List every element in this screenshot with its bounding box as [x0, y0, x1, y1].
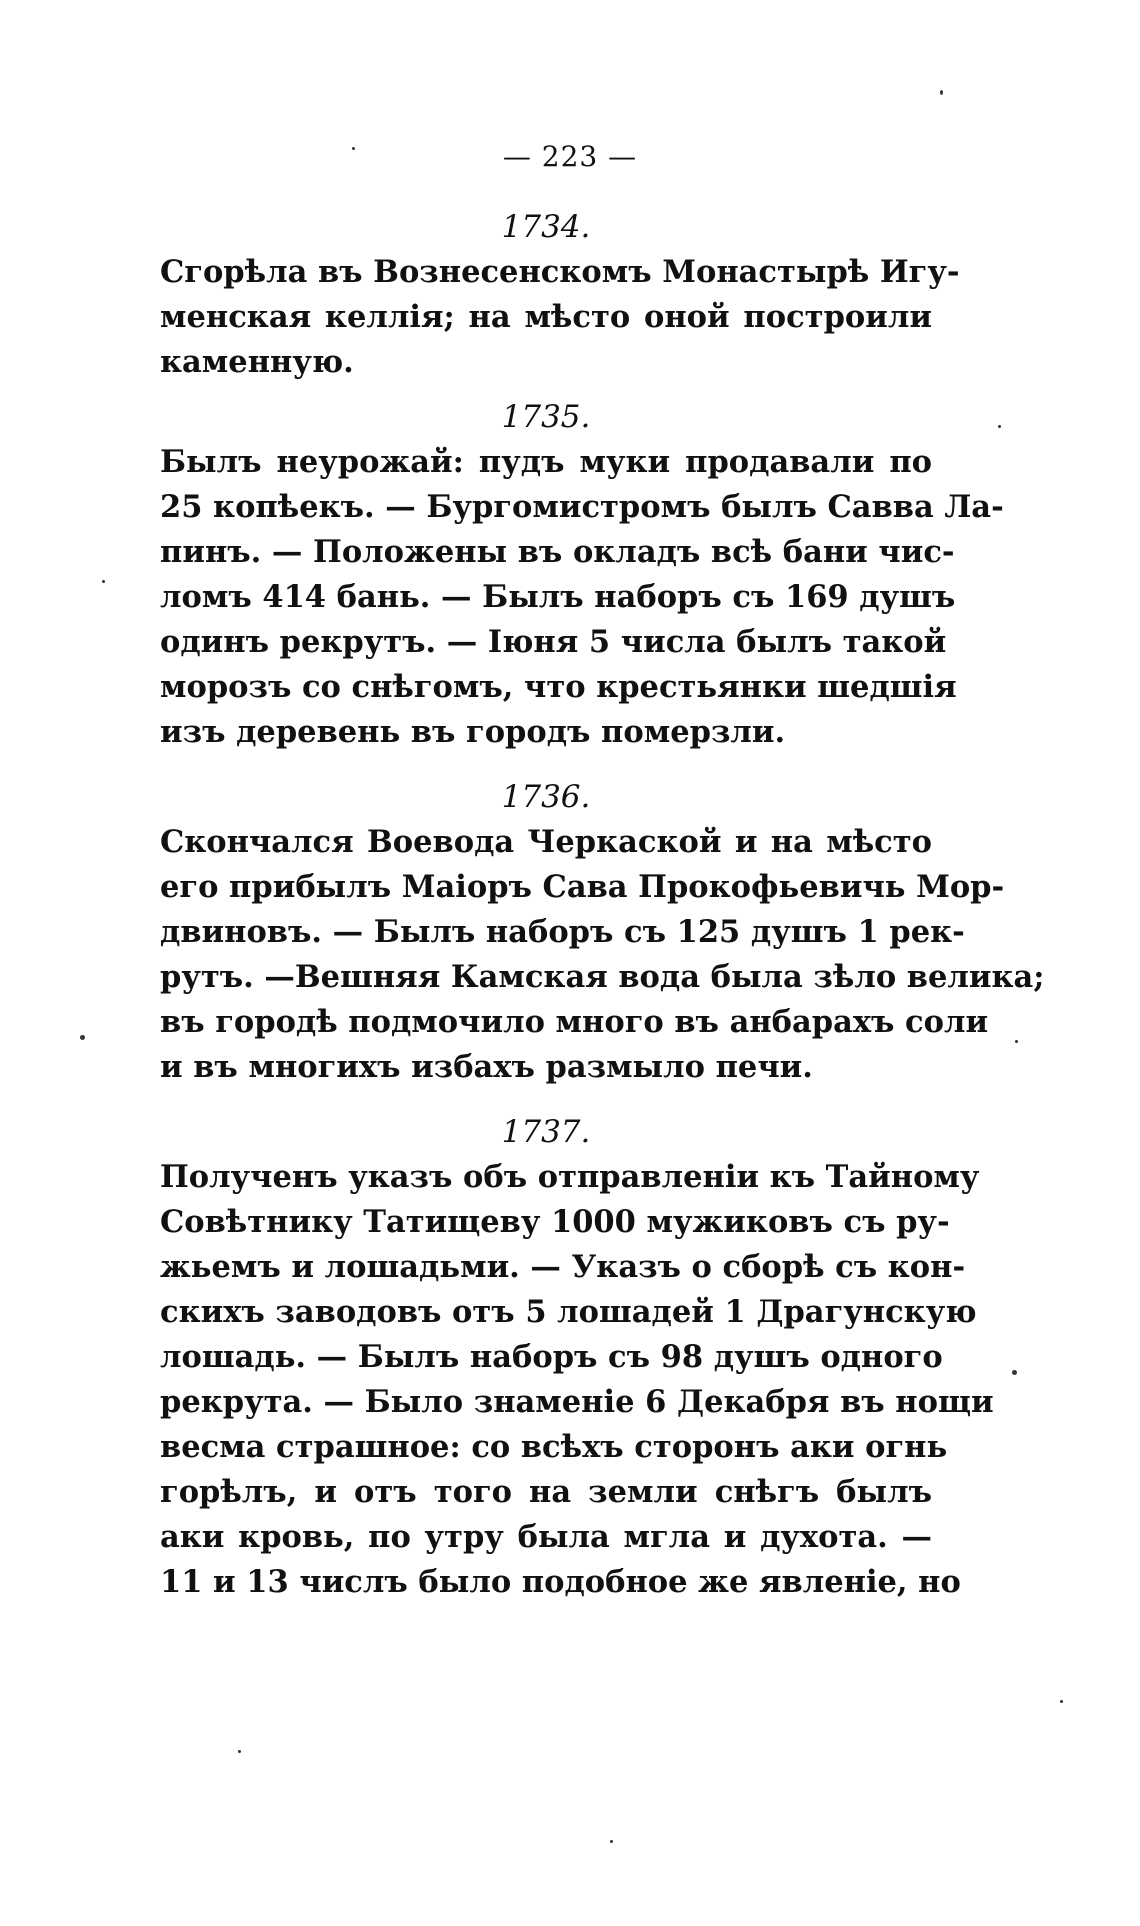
scan-speck: [1015, 1040, 1018, 1043]
section-1737: [160, 1110, 994, 1605]
scan-speck: [940, 90, 943, 95]
text-line: одинъ рекрутъ. — Іюня 5 числа былъ такой: [160, 624, 947, 660]
text-line: горѣлъ, и отъ того на земли снѣгъ былъ: [160, 1474, 932, 1510]
text-line: и въ многихъ избахъ размыло печи.: [160, 1049, 813, 1085]
text-line: Скончался Воевода Черкаской и на мѣсто: [160, 824, 932, 860]
text-line: жьемъ и лошадьми. — Указъ о сборѣ съ кон-: [160, 1249, 966, 1285]
text-line: менская келлія; на мѣсто оной построили: [160, 299, 932, 335]
page-number-header: — 223 —: [502, 140, 638, 173]
text-line: двиновъ. — Былъ наборъ съ 125 душъ 1 рек-: [160, 914, 965, 950]
text-line: весма страшное: со всѣхъ сторонъ аки огнь: [160, 1429, 948, 1465]
year-heading: 1735.: [501, 399, 591, 435]
text-line: его прибылъ Маіоръ Сава Прокофьевичь Мор-: [160, 869, 1005, 905]
scan-speck: [998, 425, 1001, 428]
text-line: изъ деревень въ городъ померзли.: [160, 714, 786, 750]
paragraph: [160, 820, 1045, 1090]
scan-speck: [80, 1035, 85, 1040]
scan-speck: [352, 147, 355, 150]
text-line: Совѣтнику Татищеву 1000 мужиковъ съ ру-: [160, 1204, 950, 1240]
text-line: въ городѣ подмочило много въ анбарахъ соли: [160, 1004, 989, 1040]
scan-speck: [102, 580, 105, 583]
text-line: 11 и 13 числъ было подобное же явленіе, но: [160, 1564, 961, 1600]
text-line: рутъ. —Вешняя Камская вода была зѣло велика;: [160, 959, 1045, 995]
section-1735: [160, 395, 1004, 755]
text-line: пинъ. — Положены въ окладъ всѣ бани чис-: [160, 534, 955, 570]
paragraph: [160, 440, 1004, 755]
scan-speck: [610, 1840, 613, 1843]
paragraph: [160, 1155, 994, 1605]
text-line: морозъ со снѣгомъ, что крестьянки шедшія: [160, 669, 957, 705]
section-1734: [160, 205, 960, 385]
scan-speck: [1012, 1370, 1017, 1375]
section-1736: [160, 775, 1045, 1090]
year-heading: 1734.: [501, 209, 591, 245]
text-line: аки кровь, по утру была мгла и духота. —: [160, 1519, 932, 1555]
text-line: лошадь. — Былъ наборъ съ 98 душъ одного: [160, 1339, 943, 1375]
paragraph: [160, 250, 960, 385]
year-heading: 1737.: [501, 1114, 591, 1150]
text-line: каменную.: [160, 344, 354, 380]
scan-speck: [1060, 1700, 1063, 1703]
text-line: Полученъ указъ объ отправленіи къ Тайному: [160, 1159, 980, 1195]
text-line: Былъ неурожай: пудъ муки продавали по: [160, 444, 932, 480]
text-line: скихъ заводовъ отъ 5 лошадей 1 Драгунскую: [160, 1294, 977, 1330]
text-line: ломъ 414 бань. — Былъ наборъ съ 169 душъ: [160, 579, 956, 615]
year-heading: 1736.: [501, 779, 591, 815]
scan-speck: [238, 1750, 241, 1753]
text-line: Сгорѣла въ Вознесенскомъ Монастырѣ Игу-: [160, 254, 960, 290]
text-line: рекрута. — Было знаменіе 6 Декабря въ нощи: [160, 1384, 994, 1420]
text-line: 25 копѣекъ. — Бургомистромъ былъ Савва Ла-: [160, 489, 1004, 525]
